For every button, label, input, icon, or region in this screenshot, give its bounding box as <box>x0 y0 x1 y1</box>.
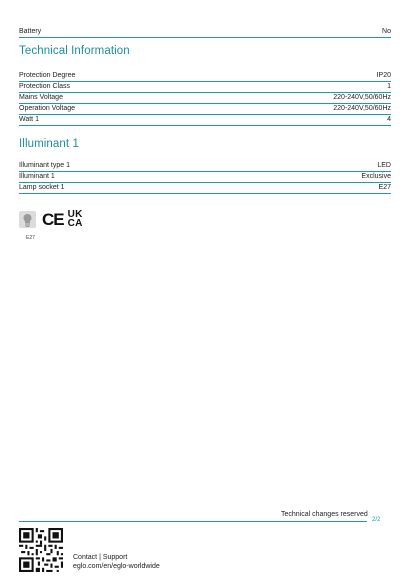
socket-caption: E27 <box>26 235 35 241</box>
spec-value: 1 <box>387 83 391 90</box>
contact-support-link[interactable]: Contact | Support <box>73 554 128 561</box>
spec-row-battery <box>19 26 391 38</box>
spec-value: E27 <box>378 184 391 191</box>
spec-value: 4 <box>387 116 391 123</box>
footer-divider <box>19 521 367 522</box>
spec-value: LED <box>377 162 391 169</box>
ukca-top: UK <box>67 209 83 220</box>
spec-row-watt <box>19 114 391 126</box>
spec-label: Watt 1 <box>19 116 39 123</box>
certification-marks <box>19 205 83 233</box>
ce-mark: CE <box>42 209 64 229</box>
ukca-mark <box>68 210 83 228</box>
contact-url-link[interactable]: eglo.com/en/eglo-worldwide <box>73 563 160 570</box>
contact-block <box>73 553 160 571</box>
spec-row-lamp-socket <box>19 182 391 194</box>
spec-label: Illuminant type 1 <box>19 162 70 169</box>
spec-value: No <box>382 28 391 35</box>
spec-label: Mains Voltage <box>19 94 63 101</box>
spec-value: Exclusive <box>361 173 391 180</box>
page-number: 2/2 <box>372 517 381 523</box>
spec-value: 220-240V,50/60Hz <box>333 105 391 112</box>
spec-value: IP20 <box>376 72 391 79</box>
spec-label: Operation Voltage <box>19 105 76 112</box>
qr-code-icon[interactable] <box>19 528 63 572</box>
spec-label: Lamp socket 1 <box>19 184 65 191</box>
spec-label: Battery <box>19 28 42 35</box>
ukca-bottom: CA <box>67 218 83 229</box>
section-heading-technical: Technical Information <box>19 45 130 57</box>
spec-label: Protection Class <box>19 83 70 90</box>
spec-label: Illuminant 1 <box>19 173 55 180</box>
spec-label: Protection Degree <box>19 72 76 79</box>
footer-note: Technical changes reserved <box>281 511 368 518</box>
light-bulb-icon <box>19 211 36 228</box>
spec-value: 220-240V,50/60Hz <box>333 94 391 101</box>
section-heading-illuminant: Illuminant 1 <box>19 138 80 150</box>
